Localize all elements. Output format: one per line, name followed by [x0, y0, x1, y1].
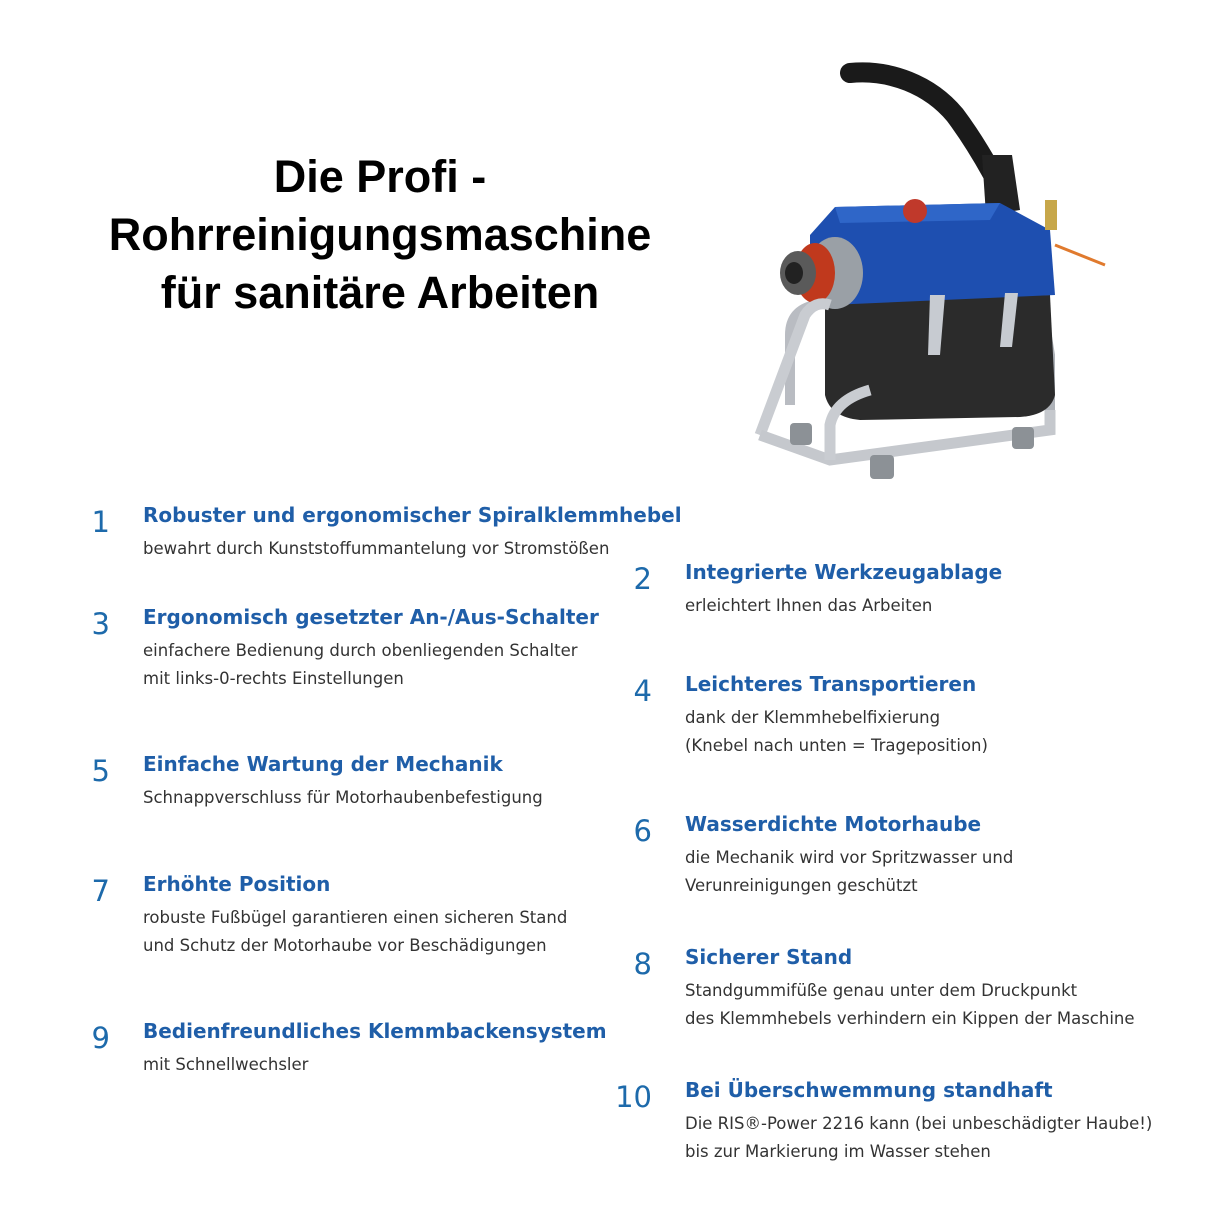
- feature-description: [685, 977, 1135, 1033]
- feature-number: 7: [91, 874, 110, 908]
- feature-title: Einfache Wartung der Mechanik: [143, 752, 503, 776]
- feature-desc-line: mit Schnellwechsler: [143, 1055, 309, 1074]
- feature-number: 4: [633, 674, 652, 708]
- clamp-lever-handle: [850, 72, 992, 173]
- feature-title: Bedienfreundliches Klemmbackensystem: [143, 1019, 607, 1043]
- feature-title: Wasserdichte Motorhaube: [685, 812, 982, 836]
- feature-number: 8: [633, 947, 652, 981]
- feature-title: Integrierte Werkzeugablage: [685, 560, 1003, 584]
- feature-number: 9: [91, 1021, 110, 1055]
- feature-number: 5: [91, 754, 110, 788]
- pipe-cleaning-machine-image: [750, 55, 1130, 495]
- rubber-foot: [1012, 427, 1034, 449]
- feature-title: Leichteres Transportieren: [685, 672, 977, 696]
- feature-desc-line: Schnappverschluss für Motorhaubenbefestigung: [143, 788, 543, 807]
- feature-desc-line: die Mechanik wird vor Spritzwasser und: [685, 848, 1014, 867]
- feature-desc-line: mit links-0-rechts Einstellungen: [143, 669, 404, 688]
- title-line-1: Die Profi -: [273, 151, 487, 202]
- feature-number: 3: [91, 607, 110, 641]
- feature-desc-line: bis zur Markierung im Wasser stehen: [685, 1142, 991, 1161]
- feature-desc-line: dank der Klemmhebelfixierung: [685, 708, 941, 727]
- title-line-2: Rohrreinigungsmaschine: [108, 209, 652, 260]
- feature-description: [685, 1110, 1152, 1166]
- feature-title: Erhöhte Position: [143, 872, 331, 896]
- feature-desc-line: (Knebel nach unten = Trageposition): [685, 736, 988, 755]
- feature-number: 6: [633, 814, 652, 848]
- feature-desc-line: Verunreinigungen geschützt: [685, 876, 918, 895]
- on-off-switch: [903, 199, 927, 223]
- feature-desc-line: bewahrt durch Kunststoffummantelung vor Stromstößen: [143, 539, 610, 558]
- feature-number: 1: [91, 505, 110, 539]
- feature-desc-line: robuste Fußbügel garantieren einen sicheren Stand: [143, 908, 568, 927]
- feature-title: Bei Überschwemmung standhaft: [685, 1078, 1053, 1102]
- feature-desc-line: erleichtert Ihnen das Arbeiten: [685, 596, 933, 615]
- feature-desc-line: einfachere Bedienung durch obenliegenden Schalter: [143, 641, 578, 660]
- rubber-foot: [790, 423, 812, 445]
- feature-desc-line: und Schutz der Motorhaube vor Beschädigungen: [143, 936, 547, 955]
- feature-description: [143, 535, 609, 563]
- feature-title: Ergonomisch gesetzter An-/Aus-Schalter: [143, 605, 599, 629]
- feature-title: Sicherer Stand: [685, 945, 853, 969]
- feature-desc-line: Die RIS®-Power 2216 kann (bei unbeschädigter Haube!): [685, 1114, 1153, 1133]
- feature-description: [143, 904, 567, 960]
- feature-title: Robuster und ergonomischer Spiralklemmhebel: [143, 503, 682, 527]
- feature-description: [685, 592, 932, 620]
- title-line-3: für sanitäre Arbeiten: [160, 267, 600, 318]
- feature-description: [143, 637, 578, 693]
- feature-number: 10: [615, 1080, 652, 1114]
- feature-description: [143, 1051, 308, 1079]
- feature-desc-line: Standgummifüße genau unter dem Druckpunkt: [685, 981, 1078, 1000]
- feature-desc-line: des Klemmhebels verhindern ein Kippen der Maschine: [685, 1009, 1135, 1028]
- page-title: [60, 148, 700, 322]
- feature-description: [685, 704, 988, 760]
- feature-number: 2: [633, 562, 652, 596]
- feature-description: [143, 784, 543, 812]
- feature-description: [685, 844, 1013, 900]
- rubber-foot: [870, 455, 894, 479]
